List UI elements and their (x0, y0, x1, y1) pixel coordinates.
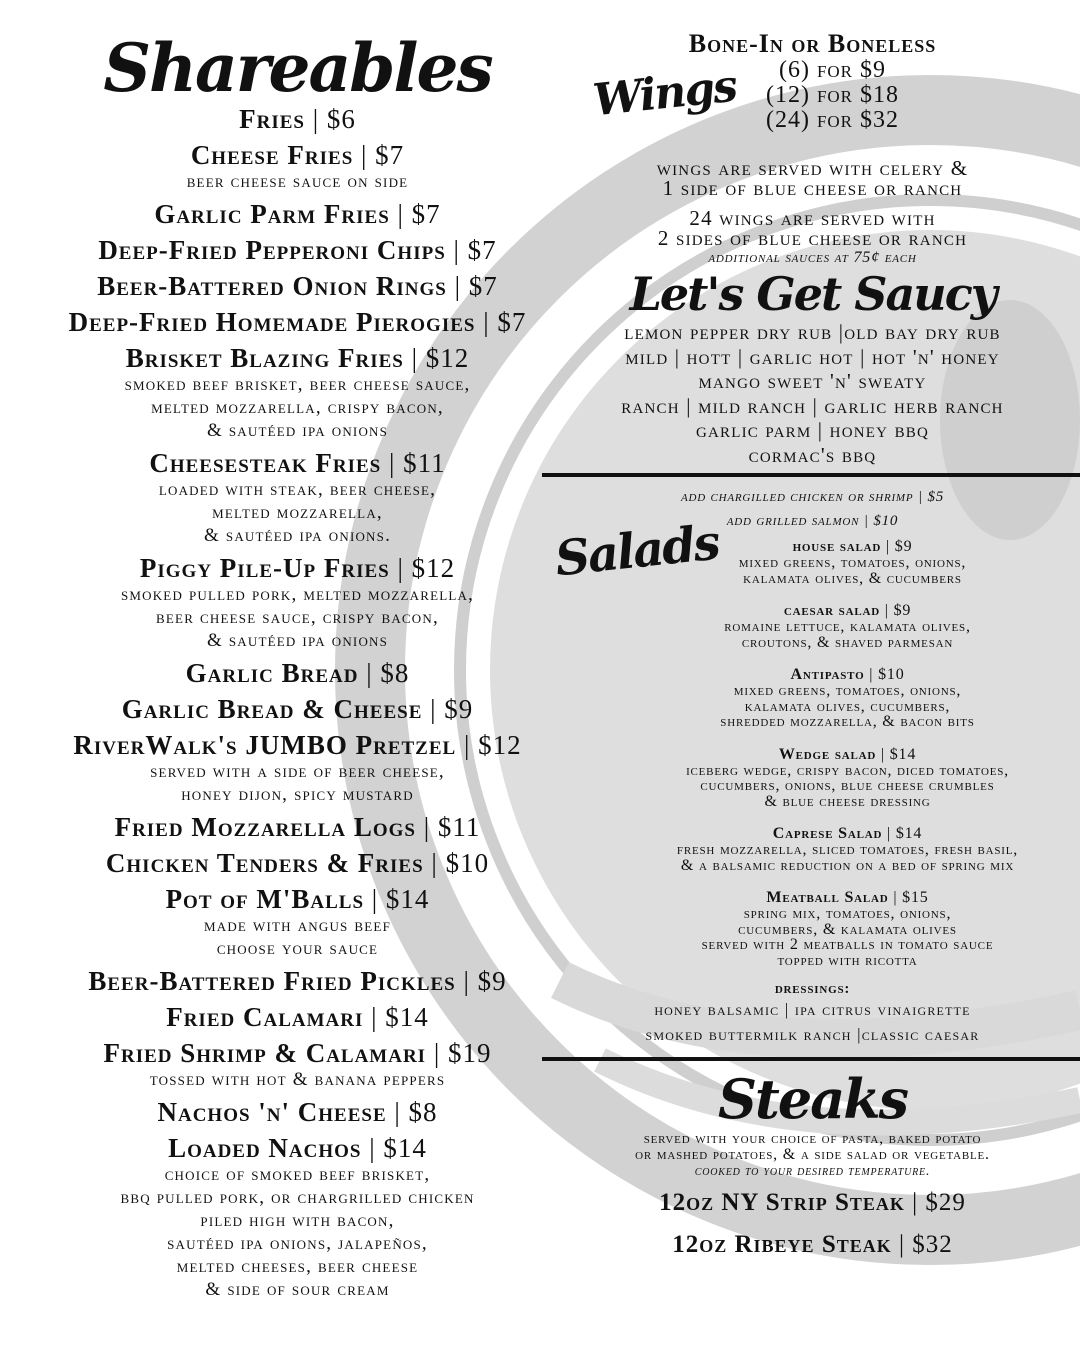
divider (542, 473, 1080, 477)
menu-item-title (40, 884, 555, 914)
salads-list (545, 539, 1080, 968)
menu-item (40, 1133, 555, 1301)
menu-item-desc: served with a side of beer cheese, (150, 761, 445, 782)
menu-item-desc: choice of smoked beef brisket, (164, 1164, 431, 1185)
menu-item-price: | $7 (483, 307, 527, 337)
menu-item-price: | $14 (369, 1133, 427, 1163)
dressing-line: smoked buttermilk ranch |classic caesar (645, 1025, 980, 1044)
menu-item (40, 343, 555, 442)
steak-name: 12oz Ribeye Steak (672, 1231, 892, 1258)
menu-item-name: Loaded Nachos (168, 1133, 362, 1163)
menu-item-name: Cheese Fries (190, 140, 354, 170)
dressing-line: honey balsamic | ipa citrus vinaigrette (654, 1000, 971, 1019)
steak-price: | $29 (912, 1189, 966, 1216)
menu-item-name: Fried Mozzarella Logs (114, 812, 417, 842)
steaks-note: cooked to your desired temperature. (694, 1164, 931, 1179)
sauce-line: mango sweet 'n' sweaty (698, 369, 927, 393)
menu-item (40, 1002, 555, 1032)
sauce-line: cormac's bbq (748, 442, 877, 467)
menu-item-title (40, 104, 555, 134)
menu-item-name: Garlic Bread (185, 658, 359, 688)
salad-desc: fresh mozzarella, sliced tomatoes, fresh basil, (676, 841, 1019, 858)
menu-item-name: RiverWalk's JUMBO Pretzel (73, 730, 457, 760)
salad-addon: add grilled salmon | $10 (726, 513, 899, 529)
menu-item-name: Beer-Battered Onion Rings (97, 271, 447, 301)
wings-note: 1 side of blue cheese or ranch (662, 176, 963, 200)
menu-item-price: | $9 (430, 694, 474, 724)
menu-item-desc: melted mozzarella, (212, 502, 383, 523)
menu-item-title (40, 140, 555, 170)
salad-desc: cucumbers, & kalamata olives (738, 920, 957, 938)
menu-item-name: Chicken Tenders & Fries (105, 848, 424, 878)
sauce-line: ranch | mild ranch | garlic herb ranch (621, 393, 1004, 418)
shareables-list (40, 104, 555, 1301)
shareables-title: Shareables (103, 29, 492, 107)
menu-item-price: | $11 (423, 812, 481, 842)
sauce-line: mild | hott | garlic hot | hot 'n' honey (625, 344, 1000, 369)
menu-item-name: Nachos 'n' Cheese (157, 1097, 387, 1127)
salad-title (615, 667, 1080, 683)
steaks-title: Steaks (717, 1067, 908, 1131)
menu-item-desc: piled high with bacon, (200, 1210, 395, 1231)
menu-item-desc: honey dijon, spicy mustard (181, 784, 414, 805)
menu-item (40, 966, 555, 996)
wings-note: 2 sides of blue cheese or ranch (657, 226, 968, 250)
menu-item-title (40, 343, 555, 373)
menu-item-price: | $14 (371, 884, 430, 914)
menu-item-price: | $7 (453, 235, 497, 265)
menu-item-title (40, 307, 555, 337)
menu-item (40, 271, 555, 301)
menu-item-desc: smoked beef brisket, beer cheese sauce, (124, 374, 471, 395)
menu-item (40, 235, 555, 265)
divider (542, 1057, 1080, 1061)
wings-option: (24) for $32 (765, 107, 900, 133)
wings-note: 24 wings are served with (689, 206, 936, 230)
menu-item (40, 730, 555, 806)
menu-item (40, 448, 555, 547)
salad-name: Antipasto (790, 666, 865, 683)
menu-item-name: Pot of M'Balls (165, 884, 365, 914)
salad-desc: iceberg wedge, crispy bacon, diced tomatoes, (686, 761, 1009, 779)
menu-item-desc: choose your sauce (216, 938, 379, 959)
salad-desc: served with 2 meatballs in tomato sauce (701, 936, 994, 953)
steak-price: | $32 (898, 1231, 953, 1258)
salad-desc: croutons, & shaved parmesan (741, 633, 954, 651)
salad-price: | $9 (884, 602, 912, 619)
sauce-line: lemon pepper dry rub |old bay dry rub (624, 320, 1001, 344)
menu-item-desc: & side of sour cream (205, 1279, 390, 1300)
salad-desc: & a balsamic reduction on a bed of spring mix (680, 856, 1015, 874)
salad-desc: mixed greens, tomatoes, onions, (733, 682, 962, 699)
wings-note: wings are served with celery & (656, 156, 969, 180)
menu-item (40, 307, 555, 337)
steaks-section (545, 1069, 1080, 1260)
salad-title (615, 890, 1080, 906)
menu-item-desc: sautéed ipa onions, jalapeños, (167, 1233, 428, 1254)
menu-item (40, 812, 555, 842)
menu-item-title (40, 199, 555, 229)
menu-item-price: | $7 (361, 140, 405, 170)
salad-desc: shredded mozzarella, & bacon bits (720, 713, 975, 730)
menu-item-title (40, 848, 555, 878)
salad-desc: kalamata olives, & cucumbers (743, 569, 962, 587)
menu-item-title (40, 1038, 555, 1068)
salad-item (545, 603, 1080, 650)
menu-item-title (40, 694, 555, 724)
menu-item-name: Deep-Fried Pepperoni Chips (98, 235, 446, 265)
steak-item (545, 1188, 1080, 1218)
menu-item-name: Beer-Battered Fried Pickles (88, 966, 456, 996)
menu-item-desc: made with angus beef (203, 915, 392, 936)
salad-title (615, 826, 1080, 842)
steak-name: 12oz NY Strip Steak (659, 1189, 905, 1216)
menu-item-price: | $12 (397, 553, 456, 583)
salad-item (545, 890, 1080, 968)
menu-item-desc: loaded with steak, beer cheese, (158, 479, 437, 500)
menu-item-desc: & sautéed ipa onions (206, 630, 389, 651)
salad-desc: cucumbers, onions, blue cheese crumbles (700, 777, 995, 794)
menu-item (40, 694, 555, 724)
menu-item-name: Piggy Pile-Up Fries (139, 553, 390, 583)
menu-item-title (40, 1002, 555, 1032)
menu-item-title (40, 730, 555, 760)
menu-item-desc: & sautéed ipa onions. (203, 525, 392, 546)
menu-item (40, 1097, 555, 1127)
menu-item-price: | $19 (433, 1038, 492, 1068)
menu-item-title (40, 553, 555, 583)
salad-item (545, 667, 1080, 730)
menu-item-name: Garlic Bread & Cheese (121, 694, 423, 724)
wings-option: (6) for $9 (778, 57, 887, 83)
salad-price: | $9 (886, 538, 913, 555)
menu-item-price: | $11 (388, 448, 446, 478)
menu-item-desc: melted cheeses, beer cheese (176, 1256, 419, 1277)
salad-desc: romaine lettuce, kalamata olives, (724, 618, 971, 635)
menu-item (40, 848, 555, 878)
menu-item-title (40, 966, 555, 996)
menu-item-desc: beer cheese sauce, crispy bacon, (156, 607, 439, 628)
menu-item-title (40, 271, 555, 301)
menu-item (40, 1038, 555, 1091)
menu-item-price: | $14 (371, 1002, 429, 1032)
menu-item (40, 199, 555, 229)
menu-item-title (40, 235, 555, 265)
menu-item-desc: smoked pulled pork, melted mozzarella, (120, 584, 475, 605)
menu-item-title (40, 658, 555, 688)
sauce-line: garlic parm | honey bbq (695, 418, 930, 442)
menu-item-desc: & sautéed ipa onions (206, 420, 389, 441)
salad-desc: mixed greens, tomatoes, onions, (738, 554, 967, 571)
salad-addon: add chargilled chicken or shrimp | $5 (680, 489, 945, 505)
salad-desc: & blue cheese dressing (764, 792, 931, 810)
menu-item-price: | $7 (454, 271, 498, 301)
menu-item-price: | $8 (366, 658, 410, 688)
wings-title: Wings (590, 60, 739, 127)
wings-section (545, 30, 1080, 268)
menu-item-name: Fried Calamari (166, 1002, 364, 1032)
menu-item-title (40, 1133, 555, 1163)
menu-item-price: | $12 (411, 343, 470, 373)
salad-name: Meatball Salad (766, 889, 889, 906)
menu-item-price: | $7 (397, 199, 441, 229)
menu-item (40, 104, 555, 134)
steaks-desc: served with your choice of pasta, baked potato (643, 1130, 982, 1147)
salad-name: house salad (792, 538, 882, 555)
sauces-section (545, 268, 1080, 467)
menu-item-desc: melted mozzarella, crispy bacon, (151, 397, 444, 418)
menu-item-price: | $8 (394, 1097, 438, 1127)
menu-item-name: Fries (239, 104, 305, 134)
salads-title: Salads (552, 514, 722, 588)
wings-option: (12) for $18 (765, 82, 900, 108)
menu-item-price: | $6 (312, 104, 356, 134)
sauces-title: Let's Get Saucy (629, 267, 996, 321)
salads-section (545, 485, 1080, 1047)
salad-desc: kalamata olives, cucumbers, (744, 697, 951, 715)
menu-item-title (40, 812, 555, 842)
salad-title (615, 747, 1080, 763)
right-column (545, 30, 1080, 1260)
menu-item (40, 553, 555, 652)
salad-item (545, 826, 1080, 873)
steaks-desc: or mashed potatoes, & a side salad or vegetable. (635, 1145, 990, 1163)
menu-item-desc: beer cheese sauce on side (186, 171, 409, 192)
menu-item-name: Garlic Parm Fries (154, 199, 390, 229)
salad-name: Wedge salad (778, 745, 877, 763)
dressings-label: dressings: (774, 981, 851, 997)
shareables-section (40, 30, 555, 1307)
menu-item (40, 140, 555, 193)
menu-item (40, 658, 555, 688)
menu-item-name: Fried Shrimp & Calamari (103, 1038, 427, 1068)
menu-item-title (40, 448, 555, 478)
wings-sauce-note: additional sauces at 75¢ each (708, 249, 917, 266)
salad-price: | $14 (887, 825, 923, 842)
salad-price: | $14 (880, 745, 917, 763)
menu-item-price: | $10 (431, 848, 490, 878)
salad-item (545, 747, 1080, 810)
salad-desc: topped with ricotta (777, 951, 918, 969)
menu-item-price: | $12 (463, 730, 522, 760)
menu-item-name: Cheesesteak Fries (149, 448, 382, 478)
salad-price: | $15 (893, 889, 929, 906)
menu-item-desc: bbq pulled pork, or chargrilled chicken (120, 1187, 475, 1208)
menu-item (40, 884, 555, 960)
salad-name: Caprese Salad (772, 825, 883, 842)
menu-item-desc: tossed with hot & banana peppers (149, 1069, 446, 1090)
steak-item (545, 1230, 1080, 1260)
menu-item-title (40, 1097, 555, 1127)
menu-item-name: Deep-Fried Homemade Pierogies (68, 307, 476, 337)
salad-name: caesar salad (783, 602, 880, 619)
menu-item-name: Brisket Blazing Fries (125, 343, 404, 373)
salad-price: | $10 (869, 666, 905, 683)
salad-title (615, 603, 1080, 619)
wings-header: Bone-In or Boneless (688, 29, 937, 58)
salad-desc: spring mix, tomatoes, onions, (743, 905, 952, 922)
menu-item-price: | $9 (463, 966, 507, 996)
